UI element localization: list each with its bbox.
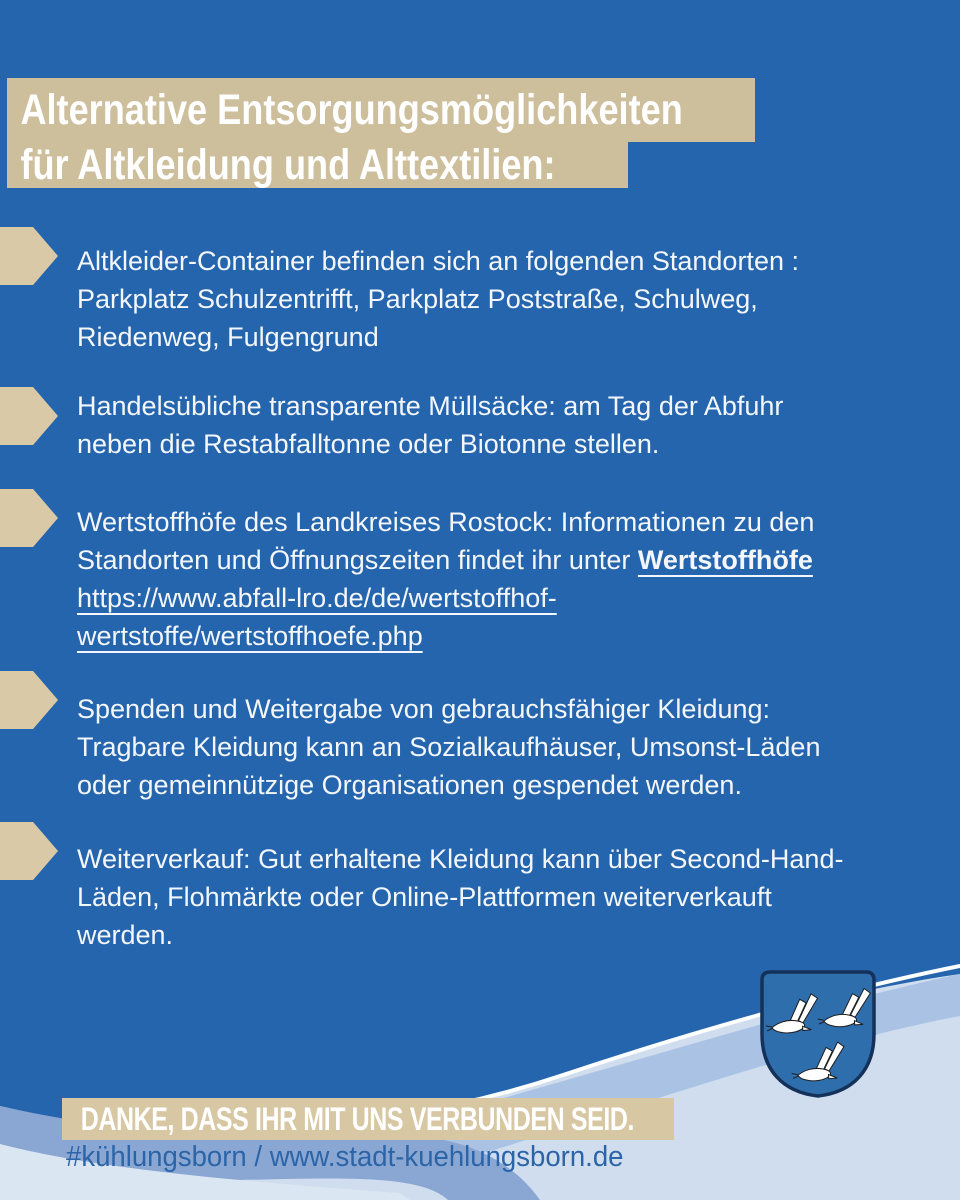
bullet-item-spenden — [77, 690, 820, 804]
bullet-text-line: Parkplatz Schulzentrifft, Parkplatz Poststraße, Schulweg, — [77, 284, 758, 314]
hashtag-website-line: #kühlungsborn / www.stadt-kuehlungsborn.de — [66, 1141, 624, 1173]
page-title-box-line2 — [7, 142, 628, 188]
arrow-right-icon — [0, 822, 58, 880]
bullet-text-line: Handelsübliche transparente Müllsäcke: am Tag der Abfuhr — [77, 391, 784, 421]
arrow-right-icon — [0, 387, 58, 445]
bullet-text-line: Läden, Flohmärkte oder Online-Plattformen weiterverkauft — [77, 882, 772, 912]
bullet-text-line: Spenden und Weitergabe von gebrauchsfähiger Kleidung: — [77, 694, 771, 724]
bullet-text-segment: Standorten und Öffnungszeiten findet ihr unter — [77, 545, 638, 575]
bullet-text-line: Altkleider-Container befinden sich an folgenden Standorten : — [77, 246, 799, 276]
bullet-text-line: oder gemeinnützige Organisationen gespendet werden. — [77, 770, 742, 800]
shield-three-seagulls-icon — [762, 972, 874, 1096]
bullet-text-line: neben die Restabfalltonne oder Biotonne stellen. — [77, 429, 660, 459]
bullet-text-line: Wertstoffhöfe des Landkreises Rostock: Informationen zu den — [77, 507, 815, 537]
page-title-line2: für Altkleidung und Alttextilien: — [20, 140, 556, 189]
wertstoffhoefe-url-line2[interactable]: wertstoffe/wertstoffhoefe.php — [77, 621, 423, 651]
bullet-text-line: werden. — [77, 920, 174, 950]
bullet-text-line: Tragbare Kleidung kann an Sozialkaufhäuser, Umsonst-Läden — [77, 732, 821, 762]
arrow-right-icon — [0, 227, 58, 285]
page-title-box-line1 — [7, 78, 755, 142]
thanks-banner — [62, 1098, 674, 1140]
arrow-right-icon — [0, 489, 58, 547]
bullet-text-line — [77, 541, 814, 579]
bullet-item-muellsaecke — [77, 387, 783, 463]
thanks-banner-text: DANKE, DASS IHR MIT UNS VERBUNDEN SEID. — [80, 1100, 635, 1137]
bullet-item-containers — [77, 242, 799, 356]
wertstoffhoefe-link[interactable]: Wertstoffhöfe — [637, 545, 813, 575]
wertstoffhoefe-url-line1[interactable]: https://www.abfall-lro.de/de/wertstoffhof- — [77, 583, 557, 613]
page-title-line1: Alternative Entsorgungsmöglichkeiten — [20, 85, 683, 134]
bullet-text-line: Weiterverkauf: Gut erhaltene Kleidung kann über Second-Hand- — [77, 844, 844, 874]
bullet-item-wertstoffhoefe — [77, 503, 814, 655]
arrow-right-icon — [0, 671, 58, 729]
bullet-text-line: Riedenweg, Fulgengrund — [77, 322, 379, 352]
